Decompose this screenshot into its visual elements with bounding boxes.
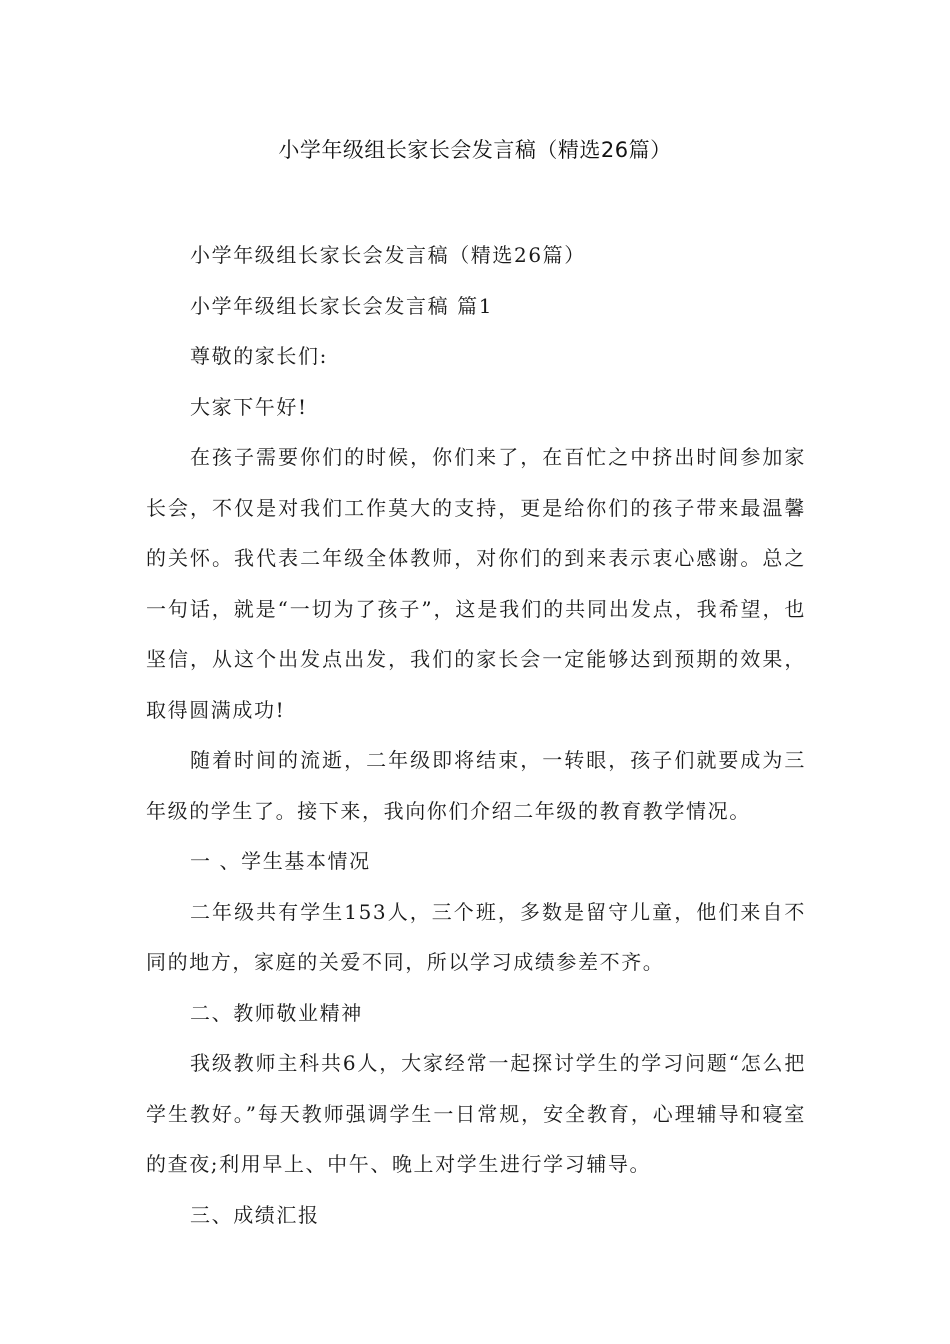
paragraph-subtitle: 小学年级组长家长会发言稿（精选26篇）: [190, 243, 586, 267]
paragraph-heading-students: 一 、学生基本情况: [190, 849, 371, 873]
paragraph-greeting: 大家下午好!: [190, 394, 308, 419]
paragraph-salutation: 尊敬的家长们:: [190, 344, 328, 368]
paragraph-opening: 在孩子需要你们的时候，你们来了，在百忙之中挤出时间参加家长会，不仅是对我们工作莫大的支持，更是给你们的孩子带来最温馨的关怀。我代表二年级全体教师，对你们的到来表示衷心感谢。总之一句话，就是“一切为了孩子”，这是我们的共同出发点，我希望，也坚信，从这个出发点出发，我们的家长会一定能够达到预期的效果，取得圆满成功!: [146, 445, 806, 722]
paragraph-teachers: 我级教师主科共6人，大家经常一起探讨学生的学习问题“怎么把学生教好。”每天教师强调学生一日常规，安全教育，心理辅导和寝室的查夜;利用早上、中午、晚上对学生进行学习辅导。: [146, 1051, 806, 1176]
paragraph-transition: 随着时间的流逝，二年级即将结束，一转眼，孩子们就要成为三年级的学生了。接下来，我向你们介绍二年级的教育教学情况。: [146, 748, 806, 823]
document-title: 小学年级组长家长会发言稿（精选26篇）: [278, 138, 672, 162]
paragraph-heading-results: 三、成绩汇报: [190, 1202, 320, 1227]
paragraph-heading-teachers: 二、教师敬业精神: [190, 1000, 363, 1025]
document-body: [146, 230, 806, 1240]
paragraph-section-heading: 小学年级组长家长会发言稿 篇1: [190, 293, 494, 318]
paragraph-students: 二年级共有学生153人，三个班，多数是留守儿童，他们来自不同的地方，家庭的关爱不同，所以学习成绩参差不齐。: [146, 899, 806, 974]
